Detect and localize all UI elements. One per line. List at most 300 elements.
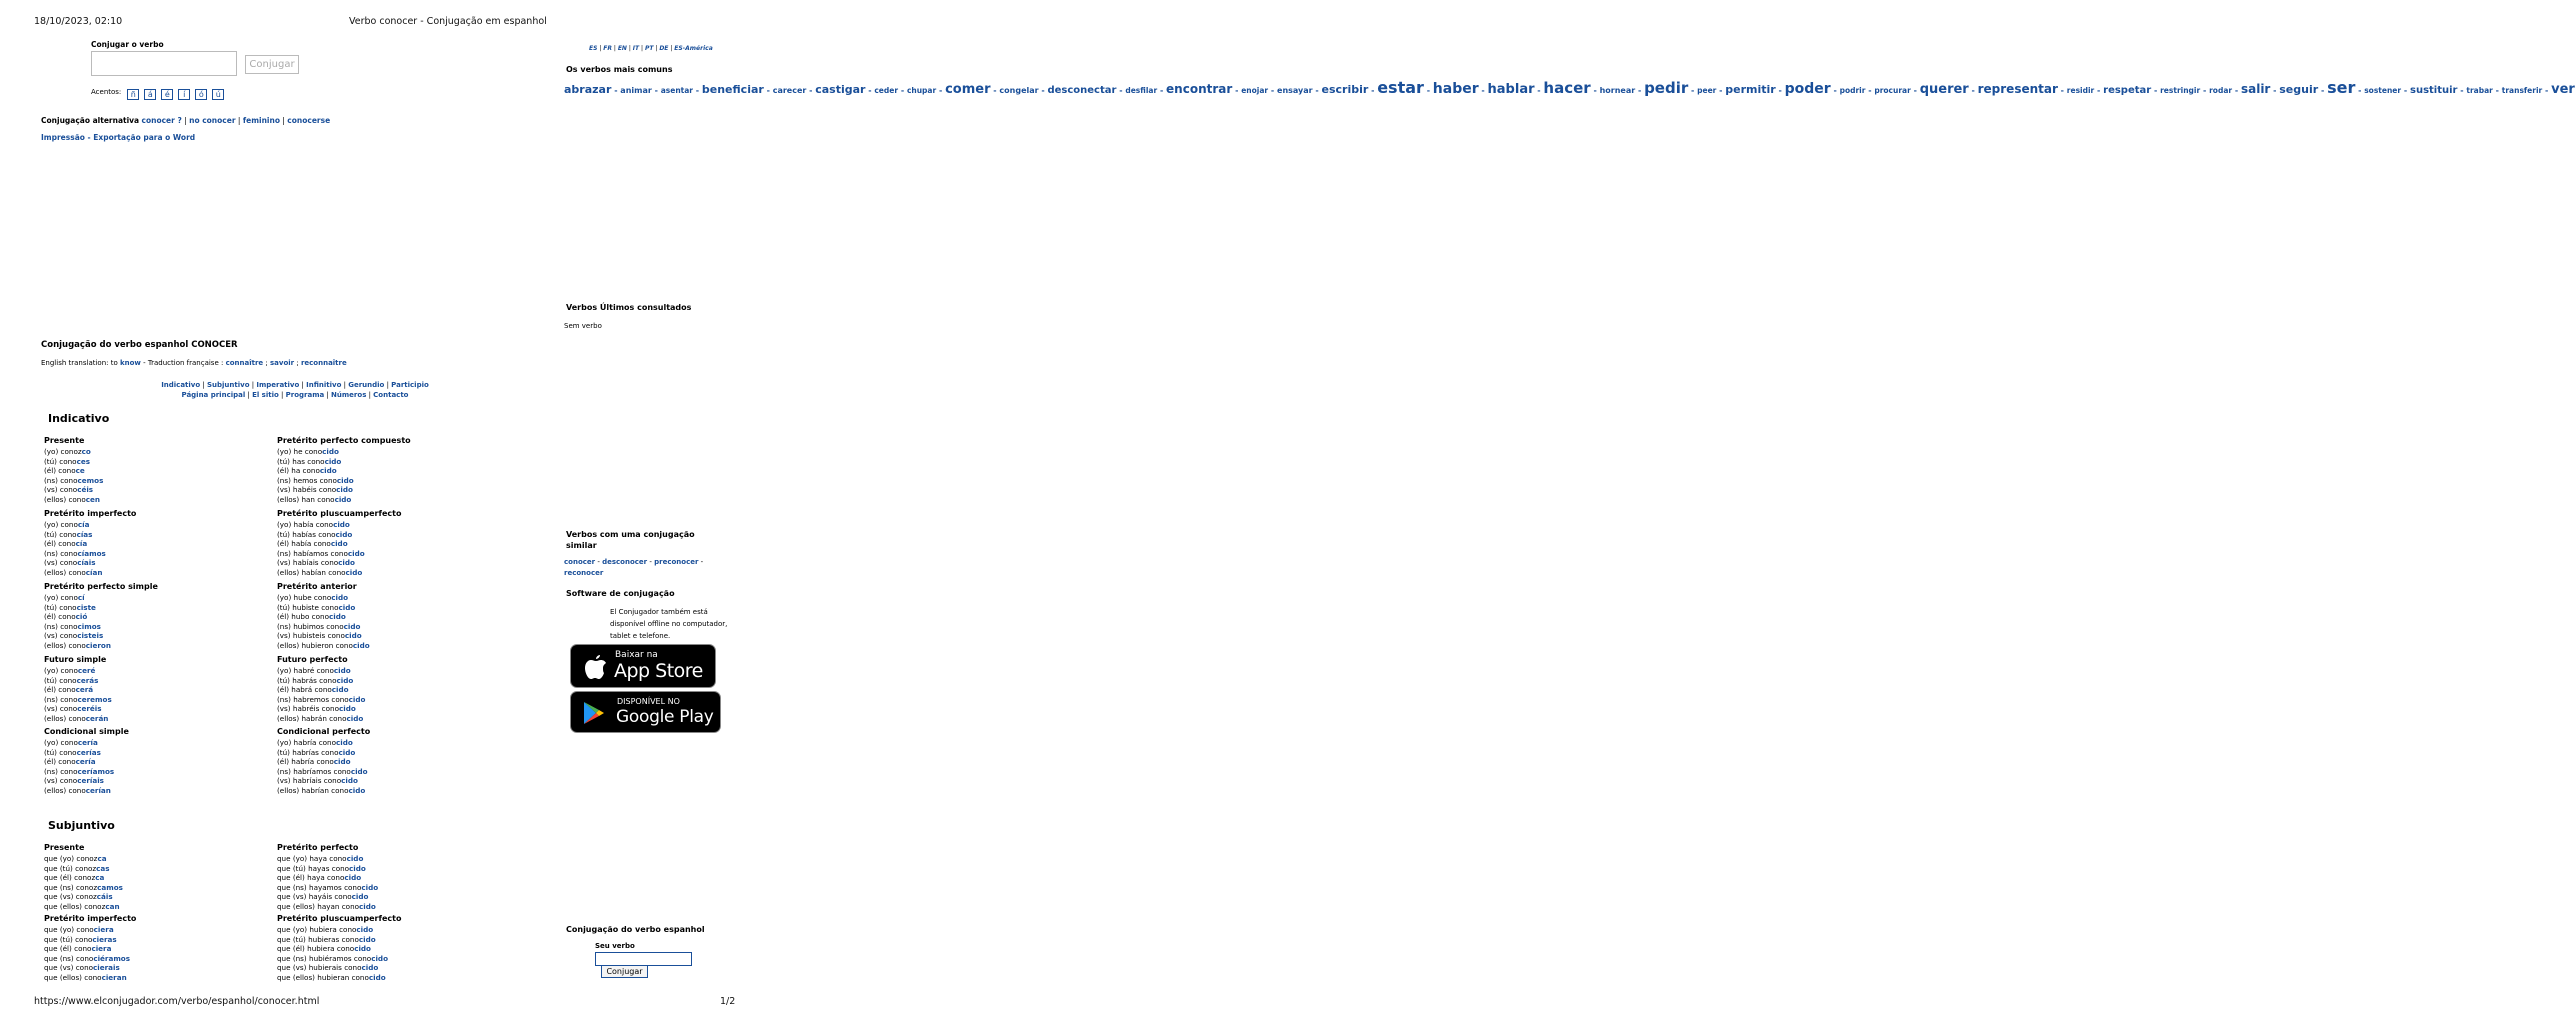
verb-cloud-item[interactable]: pedir — [1644, 79, 1689, 97]
conjugation-ending: cías — [76, 529, 93, 539]
tense-title: Futuro simple — [44, 655, 107, 664]
tense-block — [44, 654, 112, 724]
conjugation-stem: (tú) cono — [44, 602, 77, 612]
accent-button-2[interactable]: é — [161, 89, 173, 100]
cloud-separator: - — [1368, 86, 1378, 95]
conjugation-ending: cido — [348, 694, 366, 704]
print-title: Verbo conocer - Conjugação em espanhol — [349, 16, 547, 27]
conjugation-stem: que (yo) haya cono — [277, 854, 347, 863]
lang-link-es-américa[interactable]: ES-América — [674, 45, 713, 52]
lang-separator: | — [597, 45, 604, 52]
verb-cloud-item[interactable]: desconectar — [1047, 85, 1117, 96]
conjugation-stem: (tú) cono — [44, 675, 77, 685]
conjugation-row — [44, 748, 129, 758]
verb-cloud-item[interactable]: beneficiar — [701, 83, 764, 96]
conjugation-ending: cería — [75, 757, 96, 767]
conjugation-row — [277, 485, 411, 495]
mood-nav — [0, 381, 590, 389]
conjugation-row — [277, 757, 370, 767]
print-page-number: 1/2 — [720, 996, 736, 1007]
conjugation-row — [44, 641, 158, 651]
verb-cloud-item[interactable]: desfilar — [1125, 86, 1158, 95]
nav-separator: | — [366, 391, 374, 399]
verb-cloud-item[interactable]: encontrar — [1166, 82, 1233, 96]
conjugation-stem: (vs) cono — [44, 558, 78, 568]
mood-nav-link[interactable]: Gerundio — [348, 381, 385, 389]
cloud-separator: - — [2057, 86, 2067, 95]
conjugation-row — [277, 767, 370, 777]
conjugation-row — [277, 539, 401, 549]
conjugation-ending: cerás — [76, 675, 99, 685]
tense-title: Presente — [44, 843, 85, 852]
verb-cloud-item[interactable]: peer — [1697, 86, 1717, 95]
verb-cloud-item[interactable]: permitir — [1725, 83, 1776, 96]
conjugation-stem: (ellos) cono — [44, 494, 86, 504]
verb-cloud-item[interactable]: rodar — [2209, 86, 2233, 95]
conjugation-row — [44, 902, 123, 912]
conjugation-ending: cido — [330, 539, 348, 549]
verb-cloud-item[interactable]: restringir — [2160, 86, 2201, 95]
conjugation-row — [44, 520, 136, 530]
verb-cloud-item[interactable]: escribir — [1321, 83, 1369, 96]
bottom-conjugate-button[interactable]: Conjugar — [601, 965, 648, 978]
conjugation-ending: cido — [349, 863, 366, 873]
conjugation-stem: que (ellos) hayan cono — [277, 901, 360, 911]
conjugation-stem: (yo) había cono — [277, 520, 334, 529]
conjugation-stem: (ns) habremos cono — [277, 694, 349, 704]
verb-cloud-item[interactable]: carecer — [772, 86, 807, 95]
conjugation-ending: cido — [371, 953, 389, 963]
conjugation-stem: (ns) hemos cono — [277, 475, 337, 485]
mood-subjuntivo-heading: Subjuntivo — [48, 819, 115, 832]
bottom-verb-label: Seu verbo — [595, 942, 635, 950]
verb-cloud-item[interactable]: trabar — [2466, 86, 2493, 95]
conjugation-ending: cido — [334, 494, 352, 504]
nav-separator: | — [249, 381, 257, 389]
mood-nav-link[interactable]: Participio — [391, 381, 429, 389]
accent-button-5[interactable]: ú — [212, 89, 224, 100]
verb-cloud-item[interactable]: respetar — [2103, 85, 2152, 96]
conjugation-ending: ciste — [76, 602, 96, 612]
conjugation-ending: cáis — [96, 892, 113, 902]
conjugation-stem: (él) hubo cono — [277, 612, 329, 622]
verb-cloud-item[interactable]: querer — [1919, 82, 1969, 97]
tense-block — [44, 913, 136, 983]
alt-link-3[interactable]: conocerse — [287, 116, 331, 125]
conjugation-row — [44, 495, 103, 505]
site-nav-link[interactable]: El sitio — [252, 391, 279, 399]
conjugation-row — [44, 666, 112, 676]
mood-nav-link[interactable]: Infinitivo — [306, 381, 342, 389]
conjugation-stem: que (ellos) cono — [44, 972, 102, 982]
conjugation-ending: cemos — [77, 475, 104, 485]
conjugation-stem: (yo) habría cono — [277, 738, 337, 747]
conjugation-ending: cisteis — [77, 631, 104, 641]
conjugation-ending: ceríamos — [77, 766, 115, 776]
verb-cloud-item[interactable]: castigar — [815, 83, 866, 96]
nav-separator: | — [341, 381, 349, 389]
site-nav — [0, 391, 590, 399]
cloud-separator: - — [1157, 86, 1167, 95]
software-title: Software de conjugação — [566, 589, 675, 598]
conjugation-stem: (ellos) hubieron cono — [277, 640, 353, 650]
verb-cloud-item[interactable]: ceder — [874, 86, 899, 95]
conjugation-ending: ceremos — [77, 694, 112, 704]
accent-button-4[interactable]: ó — [195, 89, 207, 100]
conjugation-stem: que (yo) cono — [44, 925, 94, 934]
conjugation-stem: (yo) he cono — [277, 447, 323, 456]
conjugation-row — [277, 854, 378, 864]
conjugation-row — [277, 641, 370, 651]
conjugation-row — [44, 447, 103, 457]
cloud-separator: - — [898, 86, 907, 95]
lang-link-en[interactable]: EN — [617, 45, 627, 52]
conjugate-button[interactable]: Conjugar — [245, 55, 299, 74]
conjugation-stem: (vs) habíais cono — [277, 558, 339, 568]
google-play-badge[interactable] — [570, 691, 721, 733]
verb-cloud-item[interactable]: residir — [2066, 86, 2095, 95]
verb-cloud-item[interactable]: ensayar — [1277, 86, 1313, 95]
conjugation-stem: (yo) cono — [44, 520, 78, 529]
accent-button-3[interactable]: í — [178, 89, 190, 100]
verb-cloud-item[interactable]: transferir — [2501, 86, 2543, 95]
conjugation-ending: cido — [361, 963, 379, 973]
conjugation-stem: (él) cono — [44, 539, 76, 549]
recent-verbs-empty: Sem verbo — [564, 322, 602, 330]
cloud-separator: - — [611, 86, 621, 95]
cloud-separator: - — [1590, 86, 1600, 95]
accent-button-0[interactable]: ñ — [127, 89, 139, 100]
conjugation-stem: (él) cono — [44, 685, 76, 695]
lang-link-pt[interactable]: PT — [644, 45, 654, 52]
tense-block — [44, 842, 123, 912]
bottom-form-title: Conjugação do verbo espanhol — [566, 925, 705, 934]
verb-cloud-item[interactable]: comer — [945, 82, 991, 97]
french-translation-link[interactable]: savoir — [270, 359, 295, 367]
alt-link-0[interactable]: conocer ? — [141, 116, 182, 125]
cloud-separator: - — [806, 86, 816, 95]
conjugation-row — [277, 603, 370, 613]
conjugation-stem: que (él) haya cono — [277, 873, 345, 883]
conjugation-row — [44, 767, 129, 777]
cloud-separator: - — [2151, 86, 2161, 95]
conjugation-ending: cido — [356, 925, 374, 934]
conjugation-stem: que (yo) hubiera cono — [277, 925, 357, 934]
cloud-separator: - — [936, 86, 946, 95]
similar-verb-link[interactable]: conocer — [564, 558, 596, 566]
verb-cloud-item[interactable]: ver — [2551, 82, 2575, 97]
conjugation-ending: cía — [75, 539, 88, 549]
conjugation-stem: que (ellos) conoz — [44, 901, 106, 911]
conjugation-ending: cíamos — [77, 548, 106, 558]
verb-cloud-item[interactable]: sustituir — [2410, 85, 2458, 96]
conjugation-ending: cido — [351, 892, 369, 902]
similar-verb-link[interactable]: desconocer — [602, 558, 648, 566]
conjugation-stem: (tú) cono — [44, 529, 77, 539]
conjugation-ending: cen — [85, 494, 101, 504]
conjugation-row — [44, 954, 136, 964]
conjugation-stem: que (ns) cono — [44, 953, 94, 963]
conjugation-stem: (él) ha cono — [277, 466, 320, 476]
app-store-big: App Store — [614, 660, 703, 682]
conjugation-row — [44, 925, 136, 935]
conjugation-row — [44, 676, 112, 686]
conjugation-stem: (yo) cono — [44, 593, 78, 602]
verb-cloud-item[interactable]: representar — [1977, 82, 2058, 96]
conjugation-ending: cido — [333, 757, 351, 767]
alt-separator: | — [181, 116, 190, 125]
conjugation-ending: cíais — [77, 558, 96, 568]
conjugation-ending: cido — [322, 447, 339, 456]
accent-button-1[interactable]: á — [144, 89, 156, 100]
verb-cloud-item[interactable]: ser — [2327, 78, 2356, 97]
conjugation-ending: cía — [77, 520, 90, 529]
conjugation-stem: (ellos) cono — [44, 785, 86, 795]
conjugate-label: Conjugar o verbo — [91, 40, 164, 49]
conjugation-ending: cido — [324, 456, 342, 466]
conjugation-row — [44, 776, 129, 786]
export-word-link[interactable]: Exportação para o Word — [93, 133, 196, 142]
cloud-separator: - — [1775, 86, 1785, 95]
french-translation-link[interactable]: reconnaître — [300, 359, 347, 367]
verb-cloud-item[interactable]: haber — [1432, 81, 1479, 97]
verb-cloud-item[interactable]: estar — [1377, 78, 1424, 97]
cloud-separator: - — [1116, 86, 1126, 95]
app-store-badge[interactable] — [570, 644, 716, 688]
nav-separator: | — [245, 391, 253, 399]
conjugation-stem: (ellos) cono — [44, 713, 86, 723]
cloud-separator: - — [1534, 86, 1544, 95]
cloud-separator: - — [2200, 86, 2210, 95]
conjugation-row — [44, 695, 112, 705]
conjugation-ending: céis — [77, 485, 94, 495]
french-translation-links — [226, 359, 347, 367]
conjugation-ending: cido — [338, 602, 356, 612]
conjugation-row — [277, 457, 411, 467]
verb-cloud-item[interactable]: seguir — [2279, 83, 2319, 96]
conjugation-row — [277, 622, 370, 632]
conjugation-row — [44, 685, 112, 695]
lang-link-it[interactable]: IT — [632, 45, 640, 52]
tense-block — [277, 581, 370, 651]
conjugation-stem: (él) cono — [44, 612, 76, 622]
cloud-separator: - — [990, 86, 1000, 95]
verb-cloud-item[interactable]: hacer — [1543, 79, 1591, 97]
conjugation-ending: ceré — [77, 666, 96, 675]
conjugation-ending: cería — [77, 738, 98, 747]
conjugation-row — [44, 530, 136, 540]
conjugation-row — [44, 476, 103, 486]
conjugation-stem: (yo) habré cono — [277, 666, 334, 675]
common-verbs-title: Os verbos mais comuns — [566, 65, 673, 74]
conjugation-ending: cido — [336, 675, 354, 685]
mood-indicativo-heading: Indicativo — [48, 412, 110, 425]
site-nav-link[interactable]: Programa — [285, 391, 325, 399]
alt-link-1[interactable]: no conocer — [189, 116, 236, 125]
conjugation-ending: cido — [354, 944, 371, 954]
cloud-separator: - — [2457, 86, 2467, 95]
conjugation-stem: (ns) cono — [44, 621, 78, 631]
cloud-separator: - — [763, 86, 773, 95]
cloud-separator: - — [1478, 86, 1488, 95]
page-title: Conjugação do verbo espanhol CONOCER — [41, 340, 238, 350]
conjugation-row — [44, 935, 136, 945]
cloud-separator: - — [1268, 86, 1278, 95]
conjugation-ending: can — [105, 901, 120, 911]
french-translation-label: - Traduction française : — [140, 359, 226, 367]
lang-link-fr[interactable]: FR — [603, 45, 612, 52]
conjugation-stem: (ns) cono — [44, 694, 78, 704]
tense-block — [44, 508, 136, 578]
alt-conjugation-label: Conjugação alternativa — [41, 116, 140, 125]
verb-cloud-item[interactable]: hablar — [1487, 82, 1535, 97]
conjugation-stem: (yo) hube cono — [277, 593, 332, 602]
conjugation-row — [277, 676, 365, 686]
similar-verb-link[interactable]: preconocer — [654, 558, 699, 566]
print-datetime: 18/10/2023, 02:10 — [34, 16, 123, 27]
conjugation-row — [44, 854, 123, 864]
mood-nav-link[interactable]: Subjuntivo — [207, 381, 250, 389]
conjugation-ending: ciera — [91, 944, 112, 954]
verb-cloud-item[interactable]: asentar — [660, 86, 693, 95]
conjugation-stem: (ns) habíamos cono — [277, 548, 348, 558]
conjugation-row — [277, 902, 378, 912]
alt-conjugation-links — [142, 116, 331, 125]
conjugation-ending: cido — [368, 972, 386, 982]
bottom-verb-input[interactable] — [595, 952, 692, 966]
recent-verbs-title: Verbos Últimos consultados — [566, 303, 692, 312]
conjugation-stem: que (él) hubiera cono — [277, 944, 355, 954]
tense-title: Pretérito perfecto simple — [44, 582, 158, 591]
conjugation-stem: (yo) cono — [44, 738, 78, 747]
conjugation-ending: cieron — [85, 640, 111, 650]
conjugation-row — [44, 963, 136, 973]
cloud-separator: - — [2270, 86, 2280, 95]
tense-block — [277, 654, 365, 724]
lang-link-es[interactable]: ES — [589, 45, 598, 52]
tense-block — [277, 913, 401, 983]
conjugation-ending: cido — [348, 785, 366, 795]
verb-cloud-item[interactable]: hornear — [1599, 86, 1636, 95]
conjugation-ending: cido — [336, 738, 353, 747]
cloud-separator: - — [2542, 86, 2552, 95]
conjugation-stem: que (vs) hayáis cono — [277, 892, 352, 902]
conjugation-row — [277, 593, 370, 603]
conjugation-stem: (vs) habréis cono — [277, 704, 339, 714]
verb-cloud — [564, 78, 2575, 97]
conjugation-stem: (él) cono — [44, 466, 76, 476]
fr-separator: ; — [294, 359, 301, 367]
mood-nav-link[interactable]: Indicativo — [161, 381, 201, 389]
conjugation-stem: (él) cono — [44, 757, 76, 767]
verb-cloud-item[interactable]: poder — [1784, 81, 1831, 97]
site-nav-link[interactable]: Números — [331, 391, 367, 399]
conjugation-row — [277, 695, 365, 705]
site-nav-link[interactable]: Página principal — [181, 391, 246, 399]
conjugation-row — [44, 786, 129, 796]
conjugation-row — [44, 631, 158, 641]
cloud-separator: - — [1716, 86, 1726, 95]
conjugation-row — [277, 447, 411, 457]
print-link[interactable]: Impressão — [41, 133, 85, 142]
verb-cloud-item[interactable]: chupar — [906, 86, 937, 95]
cloud-separator: - — [1423, 86, 1433, 95]
conjugation-ending: ció — [75, 612, 88, 622]
verb-cloud-item[interactable]: animar — [620, 86, 652, 95]
conjugation-row — [44, 612, 158, 622]
conjugation-stem: (vs) cono — [44, 485, 78, 495]
verb-cloud-item[interactable]: podrir — [1839, 86, 1866, 95]
lang-link-de[interactable]: DE — [659, 45, 669, 52]
conjugation-ending: cido — [333, 666, 351, 675]
conjugation-stem: (él) habría cono — [277, 757, 334, 767]
conjugation-row — [277, 666, 365, 676]
conjugation-ending: cido — [346, 713, 364, 723]
conjugation-row — [44, 457, 103, 467]
alt-link-2[interactable]: feminino — [242, 116, 280, 125]
conjugation-ending: cierais — [93, 963, 120, 973]
conjugation-stem: (yo) cono — [44, 666, 78, 675]
conjugation-ending: co — [81, 447, 91, 456]
conjugation-ending: cido — [338, 558, 355, 568]
similar-separator: - — [647, 558, 655, 566]
conjugation-row — [44, 558, 136, 568]
verb-cloud-item[interactable]: sostener — [2364, 86, 2402, 95]
tense-title: Condicional simple — [44, 727, 129, 736]
verb-cloud-item[interactable]: salir — [2240, 82, 2271, 96]
conjugation-ending: cido — [336, 475, 354, 485]
similar-verb-link[interactable]: reconocer — [564, 569, 604, 577]
verb-cloud-item[interactable]: procurar — [1874, 86, 1911, 95]
verb-cloud-item[interactable]: abrazar — [564, 83, 612, 96]
french-translation-link[interactable]: connaître — [225, 359, 264, 367]
conjugation-stem: que (ns) hayamos cono — [277, 882, 362, 892]
conjugation-row — [277, 892, 378, 902]
conjugation-stem: (ellos) cono — [44, 640, 86, 650]
conjugation-ending: ca — [97, 854, 107, 863]
conjugation-stem: que (ns) conoz — [44, 882, 98, 892]
conjugation-row — [277, 873, 378, 883]
conjugation-stem: (vs) cono — [44, 704, 78, 714]
cloud-separator: - — [1865, 86, 1875, 95]
site-nav-link[interactable]: Contacto — [373, 391, 409, 399]
conjugation-ending: cido — [331, 685, 349, 695]
conjugation-row — [277, 714, 365, 724]
verb-input[interactable] — [91, 51, 237, 76]
conjugation-stem: (ellos) habrían cono — [277, 785, 349, 795]
conjugation-ending: cido — [361, 882, 379, 892]
lang-separator: | — [668, 45, 675, 52]
conjugation-row — [44, 883, 123, 893]
tense-block — [277, 726, 370, 796]
english-translation-link[interactable]: know — [119, 359, 141, 367]
conjugation-row — [277, 776, 370, 786]
conjugation-row — [277, 944, 401, 954]
tense-block — [44, 726, 129, 796]
verb-cloud-item[interactable]: enojar — [1241, 86, 1269, 95]
conjugation-row — [277, 704, 365, 714]
conjugation-ending: ca — [95, 873, 105, 883]
tense-block — [277, 842, 378, 912]
verb-cloud-item[interactable]: congelar — [999, 86, 1039, 95]
alt-separator: | — [279, 116, 288, 125]
conjugation-ending: cido — [338, 704, 356, 714]
cloud-separator: - — [1968, 86, 1978, 95]
mood-nav-link[interactable]: Imperativo — [256, 381, 300, 389]
conjugation-row — [277, 466, 411, 476]
cloud-separator: - — [1232, 86, 1242, 95]
conjugation-row — [44, 593, 158, 603]
